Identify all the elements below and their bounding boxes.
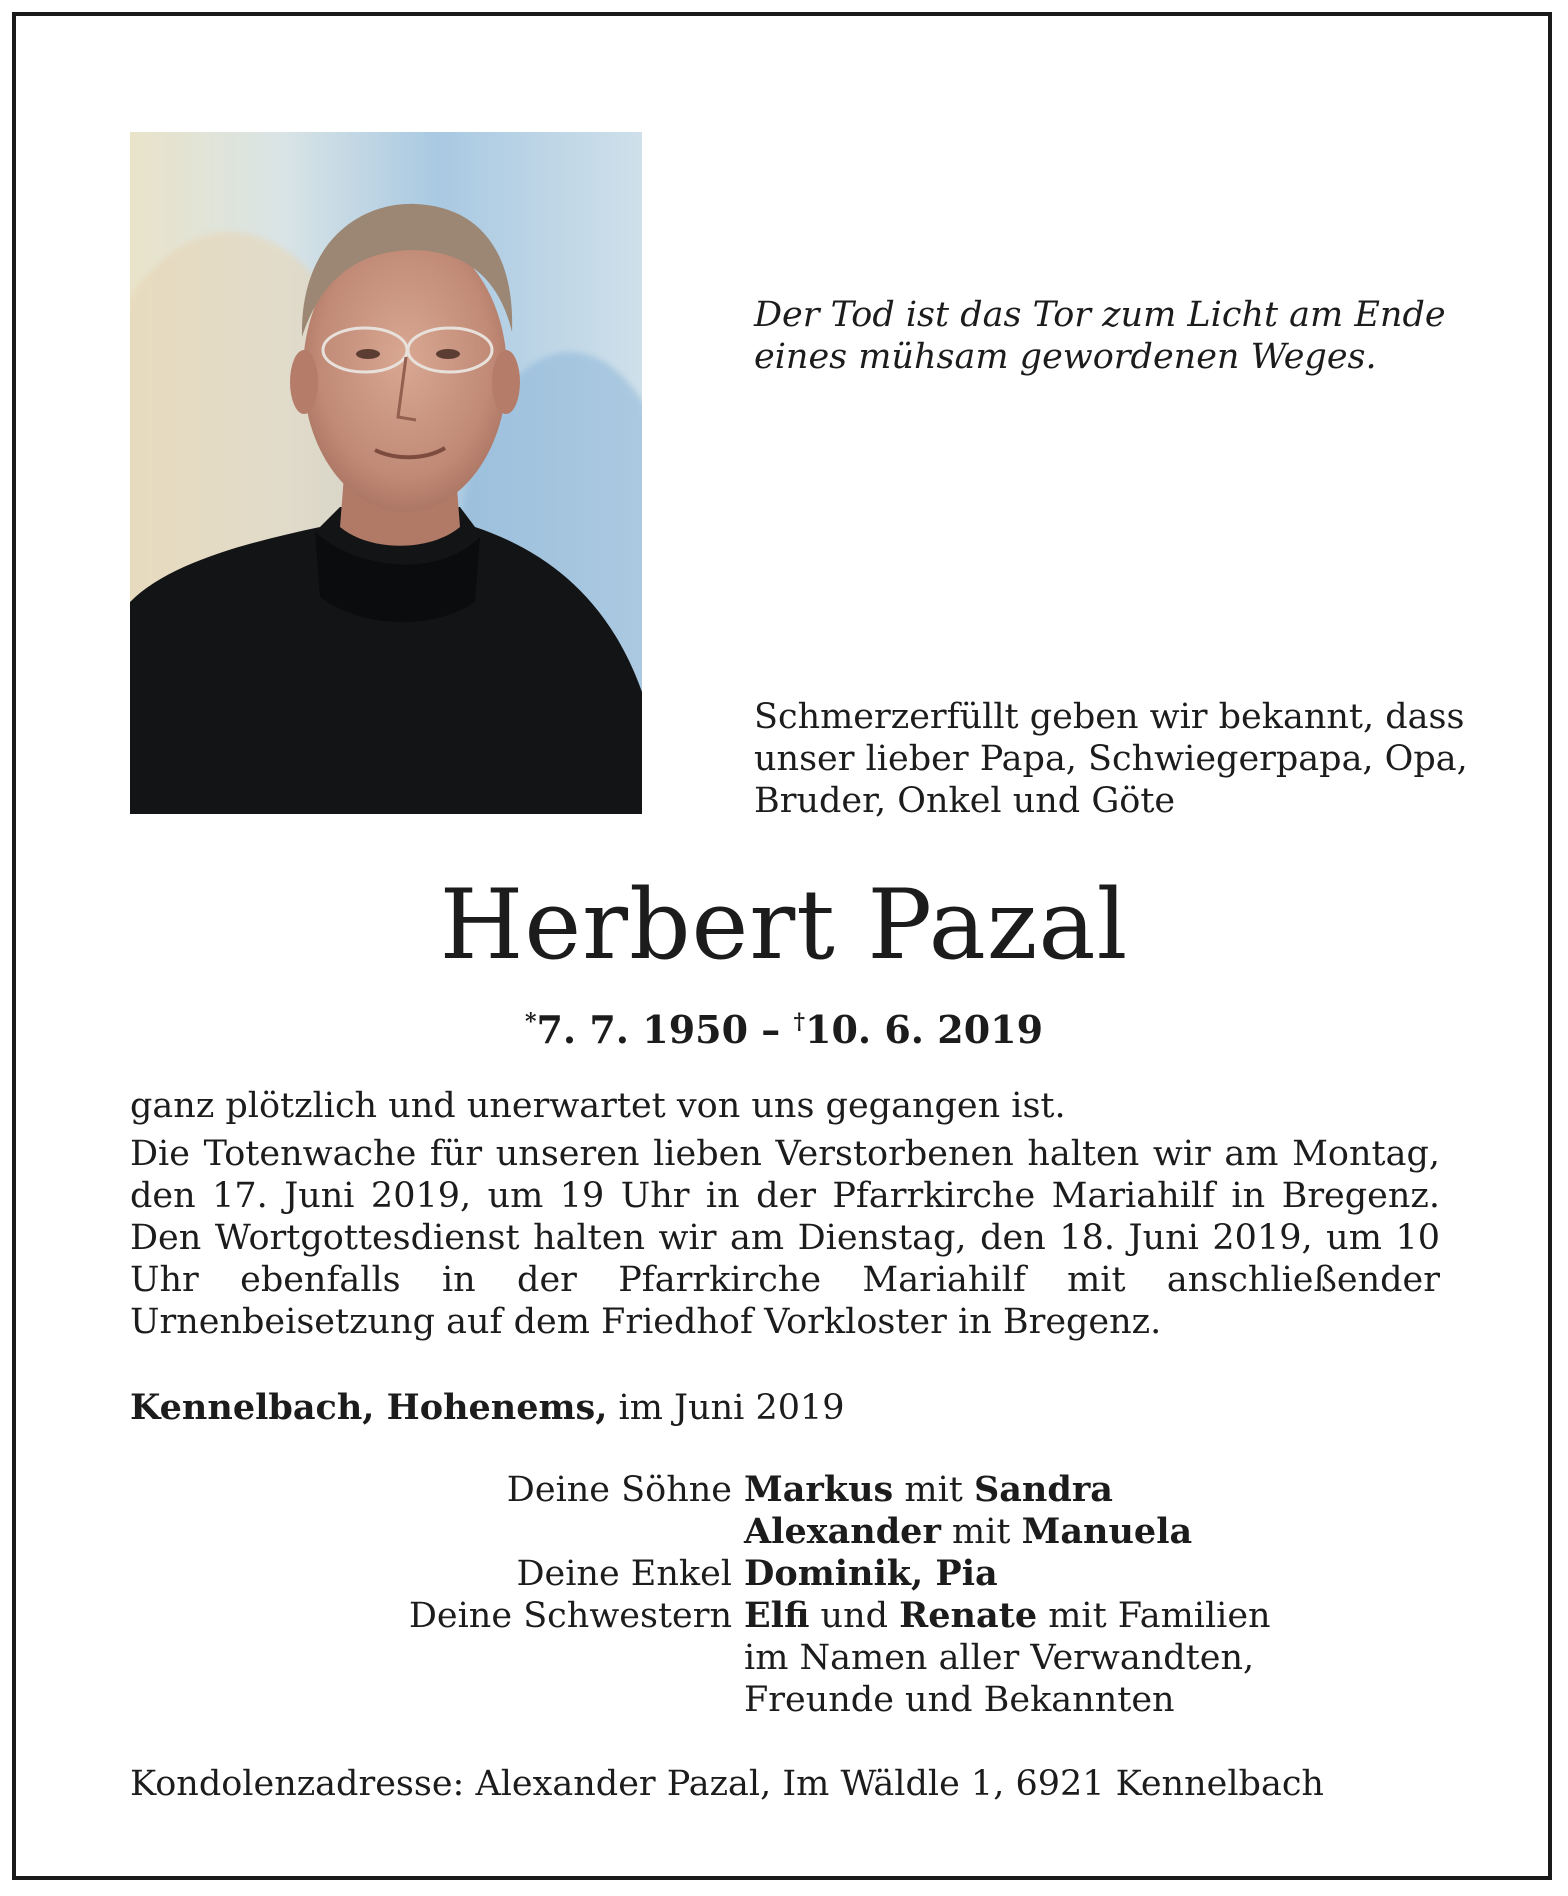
birth-date: 7. 7. 1950 <box>536 1007 749 1052</box>
connector: mit <box>893 1470 974 1510</box>
place-towns: Kennelbach, Hohenems, <box>130 1387 608 1428</box>
sisters-label: Deine Schwestern <box>408 1596 732 1636</box>
intro-line: Schmerzerfüllt geben wir bekannt, dass <box>754 697 1465 737</box>
closing-line: im Namen aller Verwandten, <box>744 1638 1255 1678</box>
birth-symbol: * <box>524 1009 537 1035</box>
quote-line: Der Tod ist das Tor zum Licht am Ende <box>754 295 1446 335</box>
mourner-row <box>130 1595 1440 1637</box>
portrait-image <box>130 132 642 814</box>
condolence-address: Kondolenzadresse: Alexander Pazal, Im Wäldle 1, 6921 Kennelbach <box>130 1764 1324 1804</box>
intro-line: Bruder, Onkel und Göte <box>754 781 1176 821</box>
sons-label: Deine Söhne <box>506 1470 732 1510</box>
funeral-details: Die Totenwache für unseren lieben Verstorbenen halten wir am Montag, den 17. Juni 2019, um 19 Uhr in der Pfarrkirche Mariahilf in Bregenz. Den Wortgottesdienst halten wir am Dienstag, den 18. Juni 2019, um 10 Uhr ebenfalls in der Pfarrkirche Mariahilf mit anschließender Urnenbeisetzung auf dem Friedhof Vorkloster in Bregenz. <box>130 1134 1440 1342</box>
date-separator: – <box>748 1007 794 1052</box>
sister-name: Renate <box>899 1595 1038 1636</box>
mourner-row <box>130 1469 1440 1511</box>
intro-line: unser lieber Papa, Schwiegerpapa, Opa, <box>754 739 1468 779</box>
son-name: Markus <box>744 1469 894 1510</box>
sister-name: Elfi <box>744 1595 810 1636</box>
mourner-row <box>130 1511 1440 1553</box>
mourners-list <box>130 1469 1440 1721</box>
connector: und <box>809 1596 900 1636</box>
connector: mit <box>940 1512 1022 1552</box>
place-month: im Juni 2019 <box>607 1388 845 1428</box>
mourner-row <box>130 1637 1440 1679</box>
closing-line: Freunde und Bekannten <box>744 1680 1175 1720</box>
quote-line: eines mühsam gewordenen Weges. <box>754 337 1377 377</box>
son-name: Alexander <box>744 1511 941 1552</box>
passed-line: ganz plötzlich und unerwartet von uns gegangen ist. <box>130 1086 1066 1126</box>
mourner-row <box>130 1553 1440 1595</box>
death-date: 10. 6. 2019 <box>805 1007 1044 1052</box>
partner-name: Manuela <box>1021 1511 1193 1552</box>
grandchildren-names: Dominik, Pia <box>744 1553 998 1594</box>
deceased-name: Herbert Pazal <box>439 869 1129 981</box>
announcement-intro <box>754 696 1514 822</box>
life-dates <box>0 1000 1568 1052</box>
connector: mit Familien <box>1037 1596 1271 1636</box>
portrait-photo <box>130 132 642 814</box>
quote <box>754 294 1514 378</box>
death-symbol: † <box>793 1009 806 1035</box>
place-date <box>130 1387 1440 1429</box>
mourner-row <box>130 1679 1440 1721</box>
partner-name: Sandra <box>973 1469 1113 1510</box>
grandchildren-label: Deine Enkel <box>516 1554 732 1594</box>
